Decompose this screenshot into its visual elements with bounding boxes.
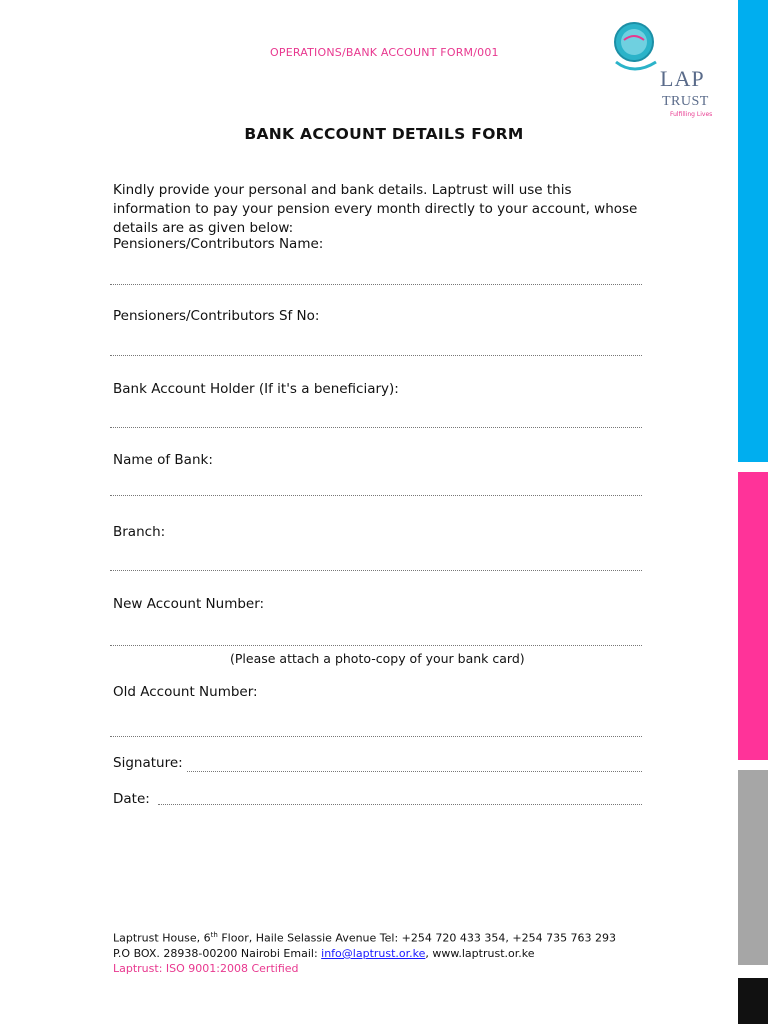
label-branch: Branch: — [113, 524, 166, 540]
decor-bar-gray — [738, 770, 768, 965]
label-date: Date: — [113, 791, 150, 807]
label-name: Pensioners/Contributors Name: — [113, 236, 324, 252]
form-title: BANK ACCOUNT DETAILS FORM — [244, 125, 524, 143]
field-line-signature[interactable] — [187, 771, 642, 772]
field-line-sf-no[interactable] — [110, 355, 642, 356]
decor-bar-black — [738, 978, 768, 1024]
field-line-new-account[interactable] — [110, 645, 642, 646]
email-link[interactable]: info@laptrust.or.ke — [321, 947, 426, 960]
footer-certification: Laptrust: ISO 9001:2008 Certified — [113, 962, 299, 975]
decor-bar-blue — [738, 0, 768, 462]
field-line-branch[interactable] — [110, 570, 642, 571]
field-line-old-account[interactable] — [110, 736, 642, 737]
label-sf-no: Pensioners/Contributors Sf No: — [113, 308, 320, 324]
footer-address: Laptrust House, 6th Floor, Haile Selassie Avenue Tel: +254 720 433 354, +254 735 763 293 — [113, 931, 617, 945]
field-line-bank-name[interactable] — [110, 495, 642, 496]
field-line-name[interactable] — [110, 284, 642, 285]
label-new-account: New Account Number: — [113, 596, 265, 612]
field-line-date[interactable] — [158, 804, 642, 805]
footer-contact: P.O BOX. 28938-00200 Nairobi Email: info@laptrust.or.ke, www.laptrust.or.ke — [113, 947, 535, 960]
label-account-holder: Bank Account Holder (If it's a beneficiary): — [113, 381, 399, 397]
form-reference: OPERATIONS/BANK ACCOUNT FORM/001 — [270, 46, 499, 59]
label-bank-name: Name of Bank: — [113, 452, 213, 468]
logo-tagline: Fulfilling Lives — [670, 111, 713, 118]
decor-bar-pink — [738, 472, 768, 760]
field-line-account-holder[interactable] — [110, 427, 642, 428]
attach-note: (Please attach a photo-copy of your bank card) — [230, 651, 525, 666]
label-signature: Signature: — [113, 755, 183, 771]
form-intro: Kindly provide your personal and bank details. Laptrust will use this information to pay your pension every month directly to your account, whose details are as given below: — [113, 182, 638, 236]
label-old-account: Old Account Number: — [113, 684, 258, 700]
logo-text: LAP — [660, 66, 705, 91]
logo-subtext: TRUST — [662, 94, 709, 109]
